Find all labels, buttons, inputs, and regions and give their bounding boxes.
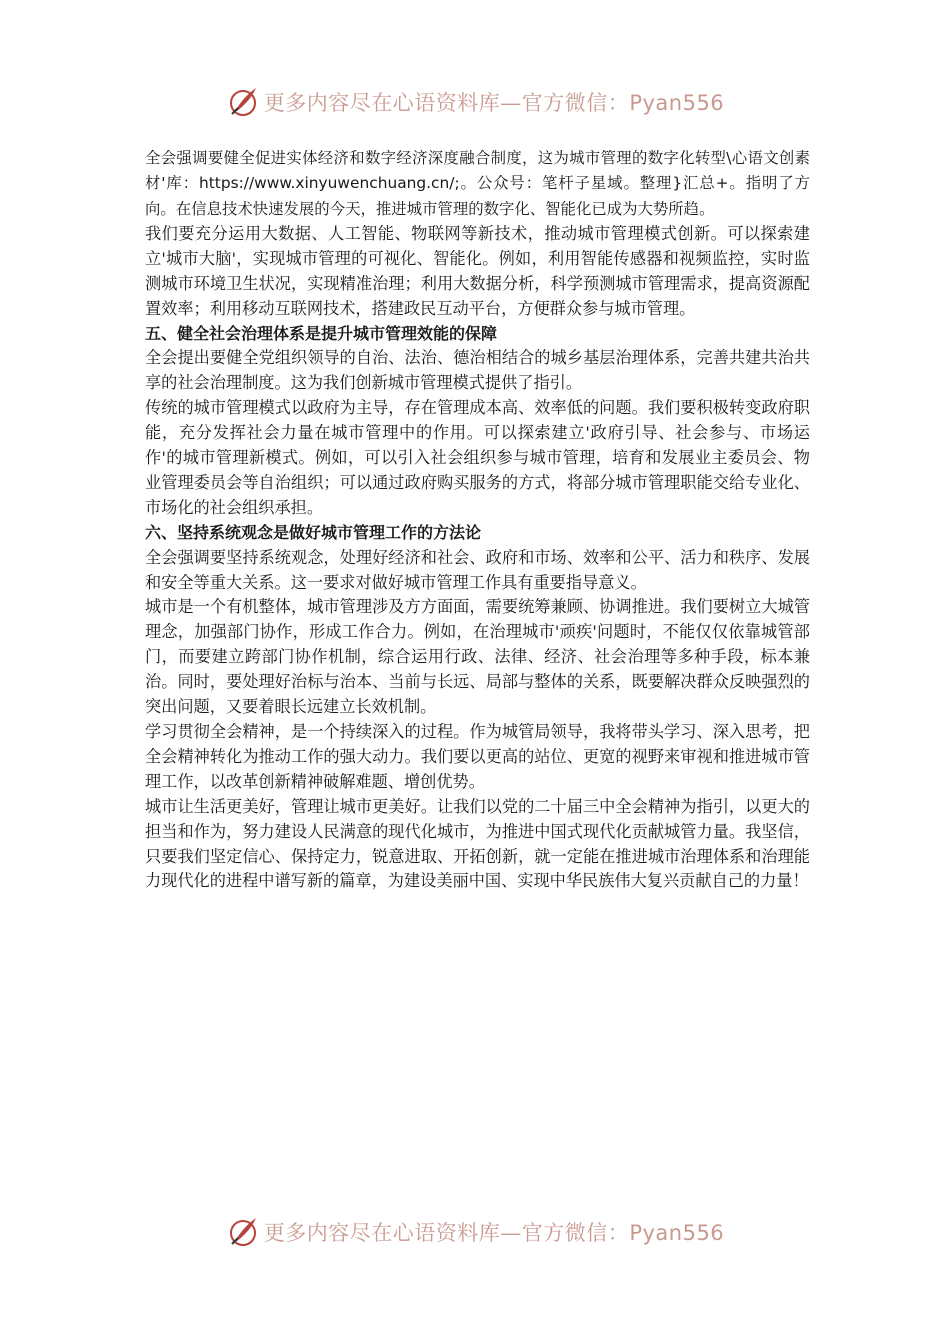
paragraph: 城市让生活更美好，管理让城市更美好。让我们以党的二十届三中全会精神为指引，以更大的担当和作为，努力建设人民满意的现代化城市，为推进中国式现代化贡献城管力量。我坚信，只要我们坚定信心、保持定力，锐意进取、开拓创新，就一定能在推进城市治理体系和治理能力现代化的进程中谱写新的篇章，为建设美丽中国、实现中华民族伟大复兴贡献自己的力量！ bbox=[145, 796, 810, 891]
document-body bbox=[145, 146, 810, 894]
paragraph: 传统的城市管理模式以政府为主导，存在管理成本高、效率低的问题。我们要积极转变政府职能，充分发挥社会力量在城市管理中的作用。可以探索建立'政府引导、社会参与、市场运作'的城市管理新模式。例如，可以引入社会组织参与城市管理，培育和发展业主委员会、物业管理委员会等自治组织；可以通过政府购买服务的方式，将部分城市管理职能交给专业化、市场化的社会组织承担。 bbox=[145, 398, 810, 517]
paragraph: 全会强调要坚持系统观念，处理好经济和社会、政府和市场、效率和公平、活力和秩序、发展和安全等重大关系。这一要求对做好城市管理工作具有重要指导意义。 bbox=[145, 547, 810, 592]
paragraph: 全会强调要健全促进实体经济和数字经济深度融合制度，这为城市管理的数字化转型\心语文创素材'库：https://www.xinyuwenchuang.cn/;。公众号：笔杆子星域。整理}汇总+。指明了方向。在信息技术快速发展的今天，推进城市管理的数字化、智能化已成为大势所趋。 bbox=[145, 149, 810, 218]
footer-banner bbox=[0, 1212, 950, 1252]
quill-pen-icon bbox=[226, 85, 260, 119]
paragraph: 我们要充分运用大数据、人工智能、物联网等新技术，推动城市管理模式创新。可以探索建立'城市大脑'，实现城市管理的可视化、智能化。例如，利用智能传感器和视频监控，实时监测城市环境卫生状况，实现精准治理；利用大数据分析，科学预测城市管理需求，提高资源配置效率；利用移动互联网技术，搭建政民互动平台，方便群众参与城市管理。 bbox=[145, 223, 810, 318]
banner-account: Pyan556 bbox=[629, 1221, 725, 1245]
banner-account: Pyan556 bbox=[629, 91, 725, 115]
paragraph: 城市是一个有机整体，城市管理涉及方方面面，需要统筹兼顾、协调推进。我们要树立大城管理念，加强部门协作，形成工作合力。例如，在治理城市'顽疾'问题时，不能仅仅依靠城管部门，而要建立跨部门协作机制，综合运用行政、法律、经济、社会治理等多种手段，标本兼治。同时，要处理好治标与治本、当前与长远、局部与整体的关系，既要解决群众反映强烈的突出问题，又要着眼长远建立长效机制。 bbox=[145, 597, 810, 717]
quill-pen-icon bbox=[226, 1215, 260, 1249]
banner-text: 更多内容尽在心语资料库—官方微信：Pyan556 bbox=[263, 1221, 725, 1245]
section-heading: 五、健全社会治理体系是提升城市管理效能的保障 bbox=[145, 323, 498, 343]
section-heading: 六、坚持系统观念是做好城市管理工作的方法论 bbox=[145, 522, 482, 542]
paragraph: 学习贯彻全会精神，是一个持续深入的过程。作为城管局领导，我将带头学习、深入思考，把全会精神转化为推动工作的强大动力。我们要以更高的站位、更宽的视野来审视和推进城市管理工作，以改革创新精神破解难题、增创优势。 bbox=[145, 722, 810, 791]
banner-text: 更多内容尽在心语资料库—官方微信：Pyan556 bbox=[263, 91, 725, 115]
header-banner bbox=[0, 82, 950, 122]
paragraph: 全会提出要健全党组织领导的自治、法治、德治相结合的城乡基层治理体系，完善共建共治共享的社会治理制度。这为我们创新城市管理模式提供了指引。 bbox=[145, 348, 810, 393]
